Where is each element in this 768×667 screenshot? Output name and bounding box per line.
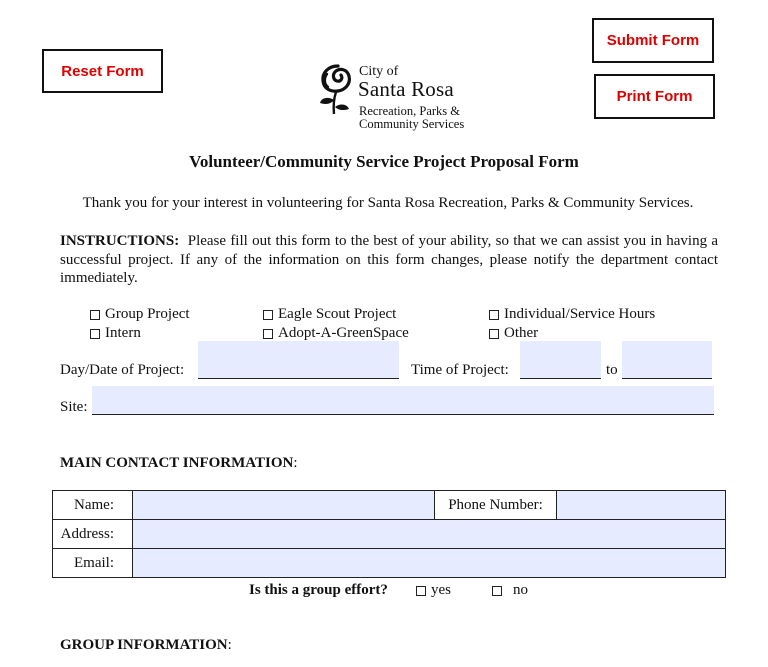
date-label: Day/Date of Project: bbox=[60, 362, 185, 378]
phone-input[interactable] bbox=[557, 491, 726, 520]
email-label: Email: bbox=[53, 549, 133, 578]
time-start-input[interactable] bbox=[520, 341, 601, 379]
instructions-paragraph bbox=[60, 232, 718, 288]
table-row bbox=[53, 520, 726, 549]
group-effort-question: Is this a group effort? bbox=[249, 582, 388, 598]
submit-form-button[interactable]: Submit Form bbox=[592, 18, 714, 63]
time-label: Time of Project: bbox=[411, 362, 509, 378]
main-contact-table bbox=[52, 490, 726, 578]
instructions-heading: INSTRUCTIONS: bbox=[60, 233, 180, 249]
intro-text: Thank you for your interest in volunteering for Santa Rosa Recreation, Parks & Community Services. bbox=[82, 195, 694, 211]
checkbox-label: Group Project bbox=[105, 306, 190, 322]
address-input[interactable] bbox=[133, 520, 726, 549]
phone-label: Phone Number: bbox=[435, 491, 557, 520]
address-label: Address: bbox=[53, 520, 133, 549]
checkbox-icon[interactable] bbox=[489, 310, 499, 320]
checkbox-icon[interactable] bbox=[263, 310, 273, 320]
checkbox-icon[interactable] bbox=[263, 329, 273, 339]
instructions-text: Please fill out this form to the best of your ability, so that we can assist you in having a successful project. If any of the information on this form changes, please notify the department contact immediately. bbox=[60, 233, 719, 286]
checkbox-group-project[interactable] bbox=[90, 306, 190, 323]
checkbox-adopt-a-greenspace[interactable] bbox=[263, 325, 409, 342]
checkbox-icon[interactable] bbox=[90, 310, 100, 320]
time-end-underline bbox=[622, 378, 712, 379]
logo-dept-line2: Community Services bbox=[359, 117, 465, 131]
site-underline bbox=[92, 414, 714, 415]
name-input[interactable] bbox=[133, 491, 435, 520]
site-label: Site: bbox=[60, 399, 88, 415]
checkbox-eagle-scout[interactable] bbox=[263, 306, 396, 323]
checkbox-icon[interactable] bbox=[492, 586, 502, 596]
checkbox-label: no bbox=[513, 582, 528, 598]
checkbox-group-yes[interactable] bbox=[416, 582, 451, 599]
checkbox-individual-service-hours[interactable] bbox=[489, 306, 655, 323]
checkbox-label: Other bbox=[504, 325, 539, 341]
rose-icon bbox=[318, 62, 358, 118]
date-underline bbox=[198, 378, 399, 379]
site-input[interactable] bbox=[92, 386, 714, 415]
checkbox-intern[interactable] bbox=[90, 325, 141, 342]
logo-dept-line1: Recreation, Parks & bbox=[359, 104, 461, 118]
checkbox-label: yes bbox=[431, 582, 451, 598]
group-info-heading: GROUP INFORMATION: bbox=[60, 637, 232, 653]
email-input[interactable] bbox=[133, 549, 726, 578]
city-logo bbox=[318, 62, 468, 132]
checkbox-other[interactable] bbox=[489, 325, 538, 342]
checkbox-icon[interactable] bbox=[90, 329, 100, 339]
reset-form-button[interactable]: Reset Form bbox=[42, 49, 163, 93]
checkbox-label: Individual/Service Hours bbox=[504, 306, 656, 322]
table-row bbox=[53, 549, 726, 578]
table-row bbox=[53, 491, 726, 520]
checkbox-label: Intern bbox=[105, 325, 141, 341]
form-title: Volunteer/Community Service Project Proposal Form bbox=[189, 152, 579, 171]
time-start-underline bbox=[520, 378, 601, 379]
checkbox-icon[interactable] bbox=[489, 329, 499, 339]
checkbox-label: Adopt-A-GreenSpace bbox=[278, 325, 409, 341]
logo-city-text: City of bbox=[359, 64, 399, 79]
main-contact-heading: MAIN CONTACT INFORMATION: bbox=[60, 455, 298, 471]
logo-name-text: Santa Rosa bbox=[358, 77, 454, 101]
checkbox-label: Eagle Scout Project bbox=[278, 306, 397, 322]
to-label: to bbox=[606, 362, 618, 378]
date-input[interactable] bbox=[198, 341, 399, 379]
checkbox-icon[interactable] bbox=[416, 586, 426, 596]
print-form-button[interactable]: Print Form bbox=[594, 74, 715, 119]
checkbox-group-no[interactable] bbox=[492, 582, 528, 599]
name-label: Name: bbox=[53, 491, 133, 520]
time-end-input[interactable] bbox=[622, 341, 712, 379]
